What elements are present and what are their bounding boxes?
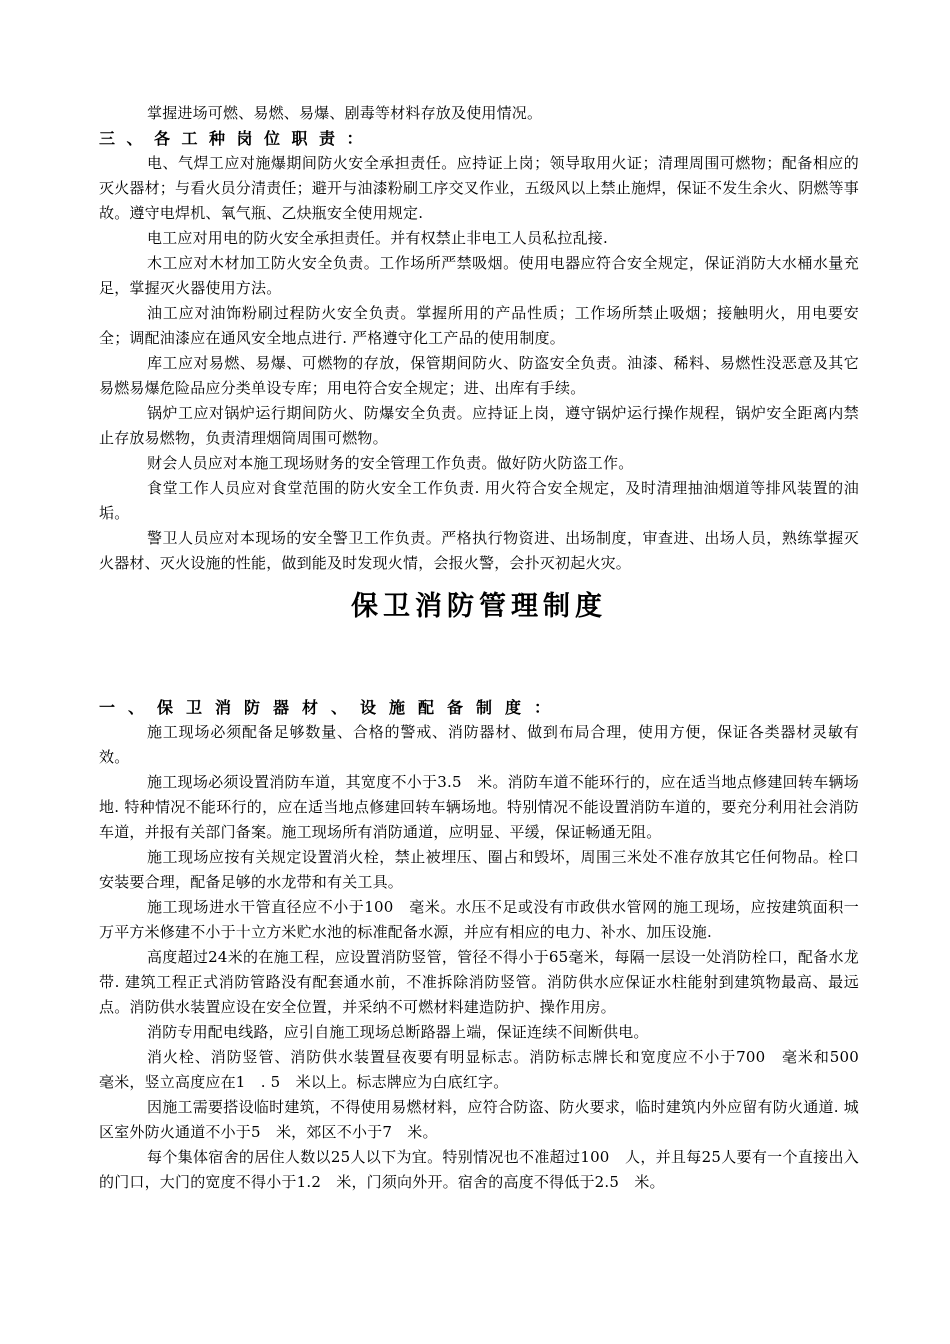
- document-body: [99, 101, 875, 1195]
- paragraph-electrician-duty: 电工应对用电的防火安全承担责任。并有权禁止非电工人员私拉乱接.: [147, 229, 608, 247]
- document-title: 保卫消防管理制度: [351, 591, 607, 622]
- paragraph-standpipe: 高度超过24米的在施工程，应设置消防竖管，管径不得小于65毫米，每隔一层设一处消防栓口，配备水龙带. 建筑工程正式消防管路没有配套通水前，不准拆除消防竖管。消防供水应保证水柱能射到建筑物最高、最远点。消防供水装置应设在安全位置，并采纳不可燃材料建造防护、操作用房。: [99, 948, 859, 1016]
- section3-heading: 三、各工种岗位职责：: [99, 129, 375, 148]
- paragraph-finance-duty: 财会人员应对本施工现场财务的安全管理工作负责。做好防火防盗工作。: [147, 454, 634, 472]
- paragraph-guard-duty: 警卫人员应对本现场的安全警卫工作负责。严格执行物资进、出场制度，审查进、出场人员，熟练掌握灭火器材、灭火设施的性能，做到能及时发现火情，会报火警，会扑灭初起火灾。: [99, 529, 859, 572]
- paragraph-temporary-building: 因施工需要搭设临时建筑，不得使用易燃材料，应符合防盗、防火要求，临时建筑内外应留有防火通道. 城区室外防火通道不小于5 米，郊区不小于7 米。: [99, 1098, 859, 1141]
- paragraph-power-line: 消防专用配电线路，应引自施工现场总断路器上端，保证连续不间断供电。: [147, 1023, 649, 1041]
- paragraph-painter-duty: 油工应对油饰粉刷过程防火安全负责。掌握所用的产品性质；工作场所禁止吸烟；接触明火，用电要安全；调配油漆应在通风安全地点进行. 严格遵守化工产品的使用制度。: [99, 304, 859, 347]
- paragraph-carpenter-duty: 木工应对木材加工防火安全负责。工作场所严禁吸烟。使用电器应符合安全规定，保证消防大水桶水量充足，掌握灭火器使用方法。: [99, 254, 859, 297]
- paragraph-water-main: 施工现场进水干管直径应不小于100 毫米。水压不足或没有市政供水管网的施工现场，应按建筑面积一万平方米修建不小于十立方米贮水池的标准配备水源，并应有相应的电力、补水、加压设施.: [99, 898, 859, 941]
- paragraph-equipment: 施工现场必须配备足够数量、合格的警戒、消防器材、做到布局合理，使用方便，保证各类器材灵敏有效。: [99, 723, 859, 766]
- paragraph-welder-duty: 电、气焊工应对施爆期间防火安全承担责任。应持证上岗；领导取用火证；清理周围可燃物；配备相应的灭火器材；与看火员分清责任；避开与油漆粉刷工序交叉作业，五级风以上禁止施焊，保证不发生余火、阴燃等事故。遵守电焊机、氧气瓶、乙炔瓶安全使用规定.: [99, 154, 860, 222]
- paragraph-signage: 消火栓、消防竖管、消防供水装置昼夜要有明显标志。消防标志牌长和宽度应不小于700 毫米和500 毫米，竖立高度应在1 . 5 米以上。标志牌应为白底红字。: [99, 1048, 875, 1091]
- paragraph-fire-lane: 施工现场必须设置消防车道，其宽度不小于3.5 米。消防车道不能环行的，应在适当地点修建回转车辆场地. 特种情况不能环行的，应在适当地点修建回转车辆场地。特别情况不能设置消防车道的，要充分利用社会消防车道，并报有关部门备案。施工现场所有消防通道，应明显、平缓，保证畅通无阻。: [99, 773, 859, 841]
- paragraph-canteen-duty: 食堂工作人员应对食堂范围的防火安全工作负责. 用火符合安全规定，及时清理抽油烟道等排风装置的油垢。: [99, 479, 859, 522]
- section3-intro-paragraph: 掌握进场可燃、易燃、易爆、剧毒等材料存放及使用情况。: [147, 104, 543, 122]
- paragraph-boiler-duty: 锅炉工应对锅炉运行期间防火、防爆安全负责。应持证上岗，遵守锅炉运行操作规程，锅炉安全距离内禁止存放易燃物，负责清理烟筒周围可燃物。: [99, 404, 859, 447]
- paragraph-hydrant: 施工现场应按有关规定设置消火栓，禁止被埋压、圈占和毁坏，周围三米处不准存放其它任何物品。栓口安装要合理，配备足够的水龙带和有关工具。: [99, 848, 859, 891]
- paragraph-warehouse-duty: 库工应对易燃、易爆、可燃物的存放，保管期间防火、防盗安全负责。油漆、稀料、易燃性没恶意及其它易燃易爆危险品应分类单设专库；用电符合安全规定；进、出库有手续。: [99, 354, 859, 397]
- section1-heading: 一、保卫消防器材、设施配备制度：: [99, 698, 564, 717]
- paragraph-dormitory: 每个集体宿舍的居住人数以25人以下为宜。特别情况也不准超过100 人，并且每25人要有一个直接出入的门口，大门的宽度不得小于1.2 米，门须向外开。宿舍的高度不得低于2.5 米。: [99, 1148, 859, 1191]
